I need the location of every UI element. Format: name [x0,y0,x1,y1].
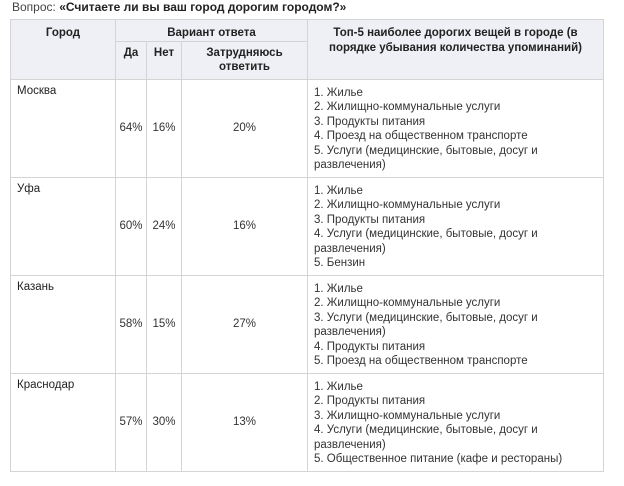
top5-list [308,79,604,177]
table-row [11,275,604,373]
no-percent: 16% [147,79,182,177]
yes-percent: 58% [116,275,147,373]
top5-item: 2. Жилищно-коммунальные услуги [314,199,501,211]
table-row [11,177,604,275]
top5-item: 3. Услуги (медицинские, бытовые, досуг и развлечения) [314,311,538,338]
unsure-percent: 27% [182,275,308,373]
top5-item: 5. Общественное питание (кафе и рестораны) [314,453,563,465]
header-top5: Топ-5 наиболее дорогих вещей в городе (в порядке убывания количества упоминаний) [308,20,604,80]
top5-item: 2. Продукты питания [314,395,426,407]
top5-list [308,373,604,471]
top5-item: 1. Жилье [314,86,363,99]
top5-item: 1. Жилье [314,380,363,393]
no-percent: 24% [147,177,182,275]
top5-item: 4. Услуги (медицинские, бытовые, досуг и развлечения) [314,228,538,255]
question-prefix: Вопрос: [12,0,60,14]
header-city: Город [11,20,116,80]
header-unsure: Затрудняюсь ответить [182,41,308,79]
top5-item: 5. Бензин [314,257,366,269]
top5-item: 4. Услуги (медицинские, бытовые, досуг и развлечения) [314,424,538,451]
header-answer-variant: Вариант ответа [116,20,308,42]
city-name: Краснодар [11,373,116,471]
top5-item: 4. Продукты питания [314,340,426,353]
unsure-percent: 20% [182,79,308,177]
unsure-percent: 13% [182,373,308,471]
top5-item: 5. Проезд на общественном транспорте [314,355,528,367]
top5-item: 1. Жилье [314,282,363,295]
top5-item: 2. Жилищно-коммунальные услуги [314,297,501,309]
yes-percent: 64% [116,79,147,177]
survey-table [10,19,604,472]
table-row [11,79,604,177]
table-row [11,373,604,471]
top5-list [308,275,604,373]
city-name: Уфа [11,177,116,275]
survey-question [12,0,346,14]
top5-list [308,177,604,275]
top5-item: 1. Жилье [314,184,363,197]
city-name: Казань [11,275,116,373]
yes-percent: 60% [116,177,147,275]
top5-item: 3. Продукты питания [314,213,426,226]
top5-item: 4. Проезд на общественном транспорте [314,130,528,142]
unsure-percent: 16% [182,177,308,275]
no-percent: 15% [147,275,182,373]
city-name: Москва [11,79,116,177]
yes-percent: 57% [116,373,147,471]
top5-item: 3. Продукты питания [314,115,426,128]
no-percent: 30% [147,373,182,471]
header-no: Нет [147,41,182,79]
top5-item: 3. Жилищно-коммунальные услуги [314,409,501,422]
question-text: «Считаете ли вы ваш город дорогим городом?» [59,0,347,14]
header-yes: Да [116,41,147,79]
top5-item: 5. Услуги (медицинские, бытовые, досуг и развлечения) [314,144,538,171]
top5-item: 2. Жилищно-коммунальные услуги [314,101,501,113]
